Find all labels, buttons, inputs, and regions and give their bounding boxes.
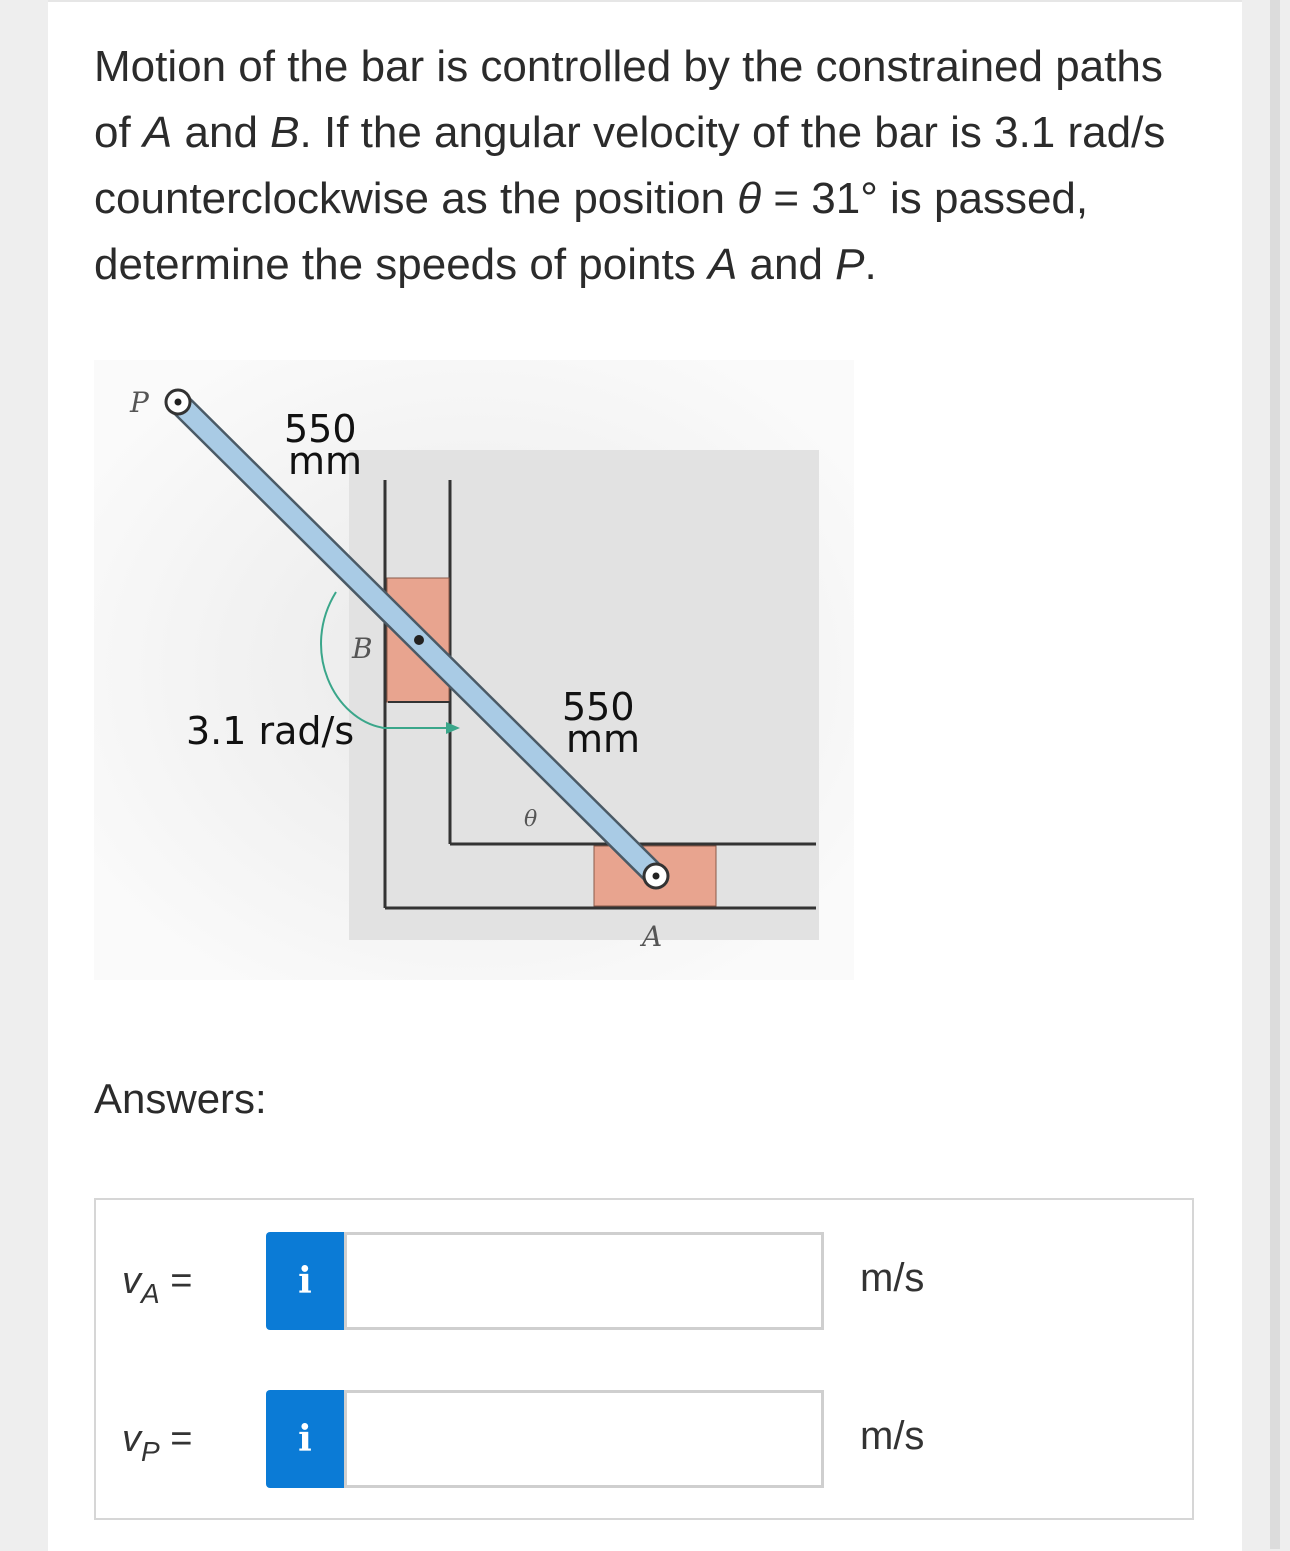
- unit-vA: m/s: [860, 1256, 925, 1300]
- dimension-bottom-value: 550: [562, 685, 635, 729]
- angular-velocity-label: 3.1 rad/s: [186, 709, 355, 753]
- mechanism-figure: [94, 360, 854, 980]
- answer-row-vA: [96, 1232, 1192, 1330]
- label-B: B: [352, 632, 373, 665]
- label-P: P: [130, 386, 149, 419]
- pin-B: [414, 635, 424, 645]
- answer-row-vP: [96, 1390, 1192, 1488]
- scrollbar[interactable]: [1270, 0, 1280, 1549]
- dimension-top-value: 550: [284, 407, 357, 451]
- vP-input[interactable]: [344, 1390, 824, 1488]
- vA-input[interactable]: [344, 1232, 824, 1330]
- label-theta: θ: [524, 807, 538, 832]
- info-button-vA[interactable]: i: [266, 1232, 344, 1330]
- dimension-bottom-unit: mm: [566, 717, 641, 761]
- pin-P-center: [175, 399, 182, 406]
- variable-vP: $v_P$ =: [122, 1418, 193, 1467]
- answers-heading: Answers:: [94, 1075, 267, 1122]
- answers-box: [94, 1198, 1194, 1520]
- dimension-top-unit: mm: [288, 439, 363, 483]
- unit-vP: m/s: [860, 1414, 925, 1458]
- label-A: A: [642, 920, 663, 953]
- variable-vA: $v_A$ =: [122, 1260, 193, 1309]
- question-text: Motion of the bar is controlled by the constrained paths of A and B. If the angular velocity of the bar is 3.1 rad/s counterclockwise as the position θ = 31° is passed, determine the speeds of points A and P.: [94, 42, 1166, 289]
- info-button-vP[interactable]: i: [266, 1390, 344, 1488]
- pin-A-center: [653, 873, 660, 880]
